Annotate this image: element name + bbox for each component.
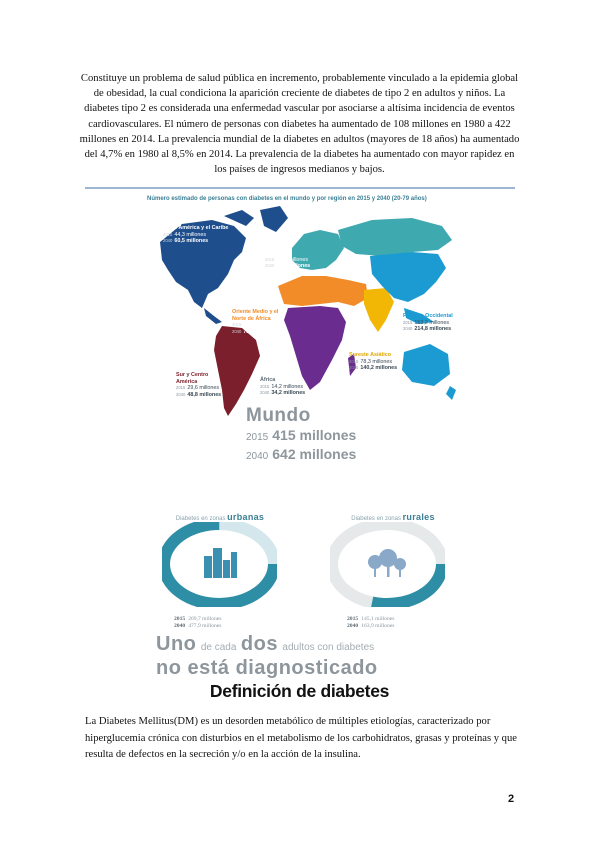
year-label: 2040 [260,390,270,396]
region-name: Europa [265,250,284,256]
page-number: 2 [508,793,515,805]
region-mena [278,276,368,306]
donut-prefix: Diabetes en zonas [351,516,401,522]
divider-line [85,187,515,189]
year-label: 2040 [347,623,359,629]
year-label: 2040 [349,365,359,371]
year-label: 2015 [349,358,359,364]
rural-title [328,512,458,522]
dos-word: dos [240,633,278,655]
urban-title [155,512,285,522]
region-south-america [214,326,260,416]
year-label: 2040 [163,238,173,244]
year-label: 2040 [265,263,275,269]
region-value: 48,8 millones [187,391,222,398]
section-heading: Definición de diabetes [209,681,390,701]
tree-icon [368,549,406,577]
rural-value: 163,9 millones [361,623,395,629]
rural-donut [330,522,445,607]
donut-word: rurales [402,512,435,522]
urban-stats [174,616,221,630]
region-value: 29,6 millones [187,385,220,392]
region-name: Norte América y el Caribe [163,225,229,231]
year-label: 2015 [265,256,275,262]
region-name: Pacífico Occidental [403,313,453,319]
undiagnosed-statement [156,634,456,678]
city-icon [204,548,237,578]
year-label: 2040 [232,328,242,334]
year-label: 2015 [246,432,269,443]
year-label: 2040 [246,451,269,462]
region-name: Sur y Centro América [176,372,209,385]
label-se-asia [349,352,404,372]
year-label: 2015 [163,231,173,237]
uno-word: Uno [156,633,197,655]
region-value: 214,8 millones [414,326,452,333]
label-north-america [163,225,233,245]
donut-word: urbanas [227,512,265,522]
year-label: 2040 [176,391,186,397]
world-totals [246,405,426,465]
region-value: 60,5 millones [174,238,209,245]
year-label: 2015 [176,385,186,391]
label-south-america [176,372,226,398]
intro-paragraph: Constituye un problema de salud pública en incremento, probablemente vinculado a la epidemia global de obesidad, la cual condiciona la aparición creciente de diabetes de tipo 2 en adultos y niños. La diabetes tipo 2 es considerada una enfermedad vascular por asociarse a altísima incidencia de eventos cardiovasculares. El número de personas con diabetes ha aumentado de 108 millones en 1980 a 422 millones en 2014. La prevalencia mundial de la diabetes en adultos (mayores de 18 años) ha aumentado del 4,7% en 1980 al 8,5% en 2014. La prevalencia de la diabetes ha aumentado con mayor rapidez en los países de ingresos medianos y bajos. [79,73,520,176]
region-name: Oriente Medio y el Norte de África [232,309,279,322]
label-africa [260,377,310,397]
region-se-asia [364,288,394,332]
label-western-pacific [403,313,463,333]
urban-value: 269,7 millones [188,616,222,622]
year-label: 2015 [232,322,242,328]
world-label: Mundo [246,405,311,426]
region-value: 14,2 millones [271,383,304,390]
uno-line-2: no está diagnosticado [156,657,378,679]
uno-small: de cada [200,642,237,653]
year-label: 2015 [403,319,413,325]
label-europe [265,250,335,270]
region-name: Sureste Asiático [349,352,392,358]
year-label: 2040 [403,326,413,332]
definition-paragraph: La Diabetes Mellitus(DM) es un desorden metabólico de múltiples etiologías, caracterizado por hiperglucemia crónica con disturbios en el metabolismo de los carbohidratos, grasas y proteínas y que resulta de defectos en la secreción y/o en la acción de la insulina. [85,716,517,760]
rural-stats [347,616,394,630]
region-value: 35,4 millones [243,322,276,329]
region-value: 72,1 millones [243,328,278,335]
region-value: 59,8 millones [276,256,309,263]
donut-prefix: Diabetes en zonas [175,516,226,522]
region-value: 34,2 millones [271,390,306,397]
region-name: África [260,377,276,383]
region-value: 153,2 millones [414,319,450,326]
uno-small-2: adultos con diabetes [282,642,375,653]
region-value: 78,3 millones [360,358,393,365]
urban-donut-panel [155,512,285,522]
region-value: 140,2 millones [360,365,398,372]
region-value: 44,3 millones [174,231,207,238]
world-value: 415 millones [272,427,357,443]
label-mena [232,309,292,335]
year-label: 2015 [174,616,186,622]
urban-donut [162,522,277,607]
year-label: 2015 [260,383,270,389]
rural-value: 145,1 millones [361,616,395,622]
year-label: 2040 [174,623,186,629]
world-value: 642 millones [272,446,357,462]
infographic-title: Número estimado de personas con diabetes en el mundo y por región en 2015 y 2040 (20-79 años) [147,196,427,202]
year-label: 2015 [347,616,359,622]
urban-value: 477,9 millones [188,623,222,629]
region-value: 71,1 millones [276,263,311,270]
rural-donut-panel [328,512,458,522]
